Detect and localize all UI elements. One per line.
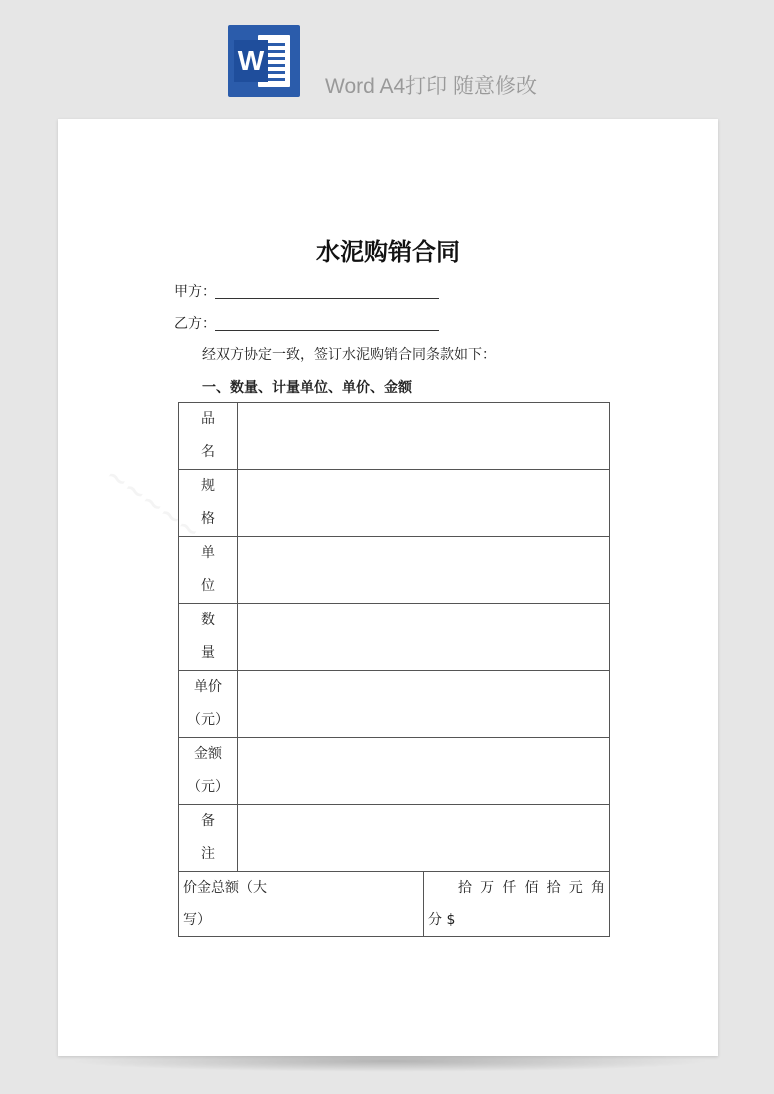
total-amount-cell[interactable] xyxy=(424,872,610,937)
header-title: Word A4打印 随意修改 xyxy=(325,75,537,98)
total-row xyxy=(179,872,610,937)
amount-units: 拾 万 仟 佰 拾 元 角 xyxy=(458,880,605,896)
document-title: 水泥购销合同 xyxy=(316,238,460,266)
table-row xyxy=(179,671,610,738)
amount-second-line: 分 $ xyxy=(428,912,456,928)
row-label: 备 注 xyxy=(179,805,238,872)
row-label: 单价 （元） xyxy=(179,671,238,738)
table-row xyxy=(179,805,610,872)
party-a-label: 甲方： xyxy=(174,284,216,300)
party-b-blank-line[interactable] xyxy=(215,330,439,331)
row-label: 数 量 xyxy=(179,604,238,671)
total-label: 价金总额（大 写） xyxy=(179,872,424,937)
table-row xyxy=(179,604,610,671)
value-cell[interactable] xyxy=(238,738,610,805)
document-page xyxy=(58,119,718,1056)
word-logo-icon xyxy=(228,25,300,97)
value-cell[interactable] xyxy=(238,671,610,738)
row-label: 金额 （元） xyxy=(179,738,238,805)
items-table xyxy=(178,402,610,937)
intro-text: 经双方协定一致，签订水泥购销合同条款如下： xyxy=(202,347,496,363)
table-row xyxy=(179,738,610,805)
party-b-label: 乙方： xyxy=(174,316,216,332)
table-row xyxy=(179,470,610,537)
row-label: 品 名 xyxy=(179,403,238,470)
value-cell[interactable] xyxy=(238,470,610,537)
value-cell[interactable] xyxy=(238,537,610,604)
party-b-field[interactable] xyxy=(174,313,216,333)
value-cell[interactable] xyxy=(238,604,610,671)
row-label: 单 位 xyxy=(179,537,238,604)
row-label: 规 格 xyxy=(179,470,238,537)
table-row xyxy=(179,537,610,604)
section-heading: 一、数量、计量单位、单价、金额 xyxy=(202,380,412,396)
party-a-blank-line[interactable] xyxy=(215,298,439,299)
value-cell[interactable] xyxy=(238,403,610,470)
table-row xyxy=(179,403,610,470)
value-cell[interactable] xyxy=(238,805,610,872)
word-letter: W xyxy=(234,40,268,82)
party-a-field[interactable] xyxy=(174,281,216,301)
